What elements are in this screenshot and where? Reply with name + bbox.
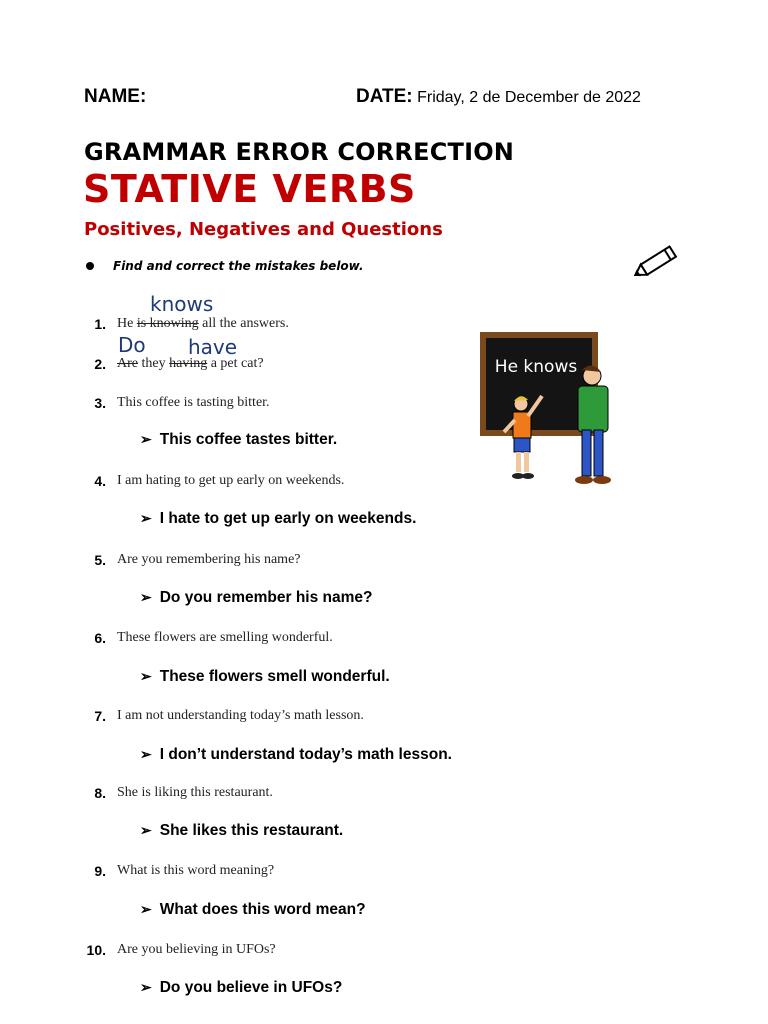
answer-text: This coffee tastes bitter. (159, 431, 338, 448)
arrow-icon: ➢ (140, 589, 152, 605)
answer-text: Do you remember his name? (159, 589, 373, 606)
question-8: She is liking this restaurant. (117, 785, 273, 800)
question-10: Are you believing in UFOs? (117, 942, 276, 957)
chalkboard-illustration (478, 330, 620, 490)
date-value: Friday, 2 de December de 2022 (417, 89, 641, 106)
handwritten-correction-2a: Do (118, 333, 146, 357)
answer-text: What does this word mean? (159, 901, 366, 918)
handwritten-correction-1: knows (150, 292, 214, 316)
answer-4 (140, 510, 416, 528)
question-3: This coffee is tasting bitter. (117, 395, 270, 410)
struck-text: Are (117, 356, 138, 371)
answer-text: I don’t understand today’s math lesson. (159, 746, 452, 763)
answer-10 (140, 979, 342, 997)
item-number: 6. (94, 630, 106, 646)
date-field (356, 86, 641, 108)
pencil-icon (630, 240, 686, 284)
instruction-text: Find and correct the mistakes below. (113, 259, 364, 273)
answer-text: She likes this restaurant. (159, 822, 344, 839)
answer-text: Do you believe in UFOs? (159, 979, 343, 996)
question-9: What is this word meaning? (117, 863, 275, 878)
item-number: 9. (94, 863, 106, 879)
question-text: they (138, 356, 170, 371)
answer-7 (140, 746, 452, 764)
item-number: 8. (94, 785, 106, 801)
name-label: NAME: (84, 86, 147, 107)
struck-text: having (169, 356, 208, 371)
struck-text: is knowing (136, 316, 199, 331)
question-5: Are you remembering his name? (117, 552, 301, 567)
answer-6 (140, 668, 390, 686)
item-number: 1. (94, 316, 106, 332)
item-number: 5. (94, 552, 106, 568)
arrow-icon: ➢ (140, 901, 152, 917)
arrow-icon: ➢ (140, 668, 152, 684)
arrow-icon: ➢ (140, 979, 152, 995)
arrow-icon: ➢ (140, 746, 152, 762)
bullet-icon (86, 262, 94, 270)
answer-3 (140, 431, 337, 449)
question-text: a pet cat? (207, 356, 264, 371)
chalkboard-text: He knows (494, 357, 578, 377)
question-text: He (117, 316, 137, 331)
chalkboard-surface (486, 338, 592, 430)
answer-text: These flowers smell wonderful. (159, 668, 390, 685)
item-number: 10. (86, 942, 106, 958)
question-text: all the answers. (198, 316, 289, 331)
question-1 (117, 316, 289, 332)
answer-5 (140, 589, 373, 607)
answer-8 (140, 822, 343, 840)
question-2 (117, 356, 264, 372)
page-tagline: Positives, Negatives and Questions (84, 219, 443, 240)
item-number: 2. (94, 356, 106, 372)
item-number: 7. (94, 708, 106, 724)
date-label: DATE: (356, 86, 413, 107)
item-number: 4. (94, 473, 106, 489)
arrow-icon: ➢ (140, 510, 152, 526)
handwritten-correction-2b: have (188, 335, 238, 359)
answer-9 (140, 901, 366, 919)
page-subtitle: STATIVE VERBS (83, 167, 416, 211)
answer-text: I hate to get up early on weekends. (159, 510, 417, 527)
question-7: I am not understanding today’s math lesson. (117, 708, 364, 723)
question-6: These flowers are smelling wonderful. (117, 630, 333, 645)
item-number: 3. (94, 395, 106, 411)
arrow-icon: ➢ (140, 431, 152, 447)
page-title: GRAMMAR ERROR CORRECTION (84, 138, 515, 166)
question-4: I am hating to get up early on weekends. (117, 473, 345, 488)
arrow-icon: ➢ (140, 822, 152, 838)
